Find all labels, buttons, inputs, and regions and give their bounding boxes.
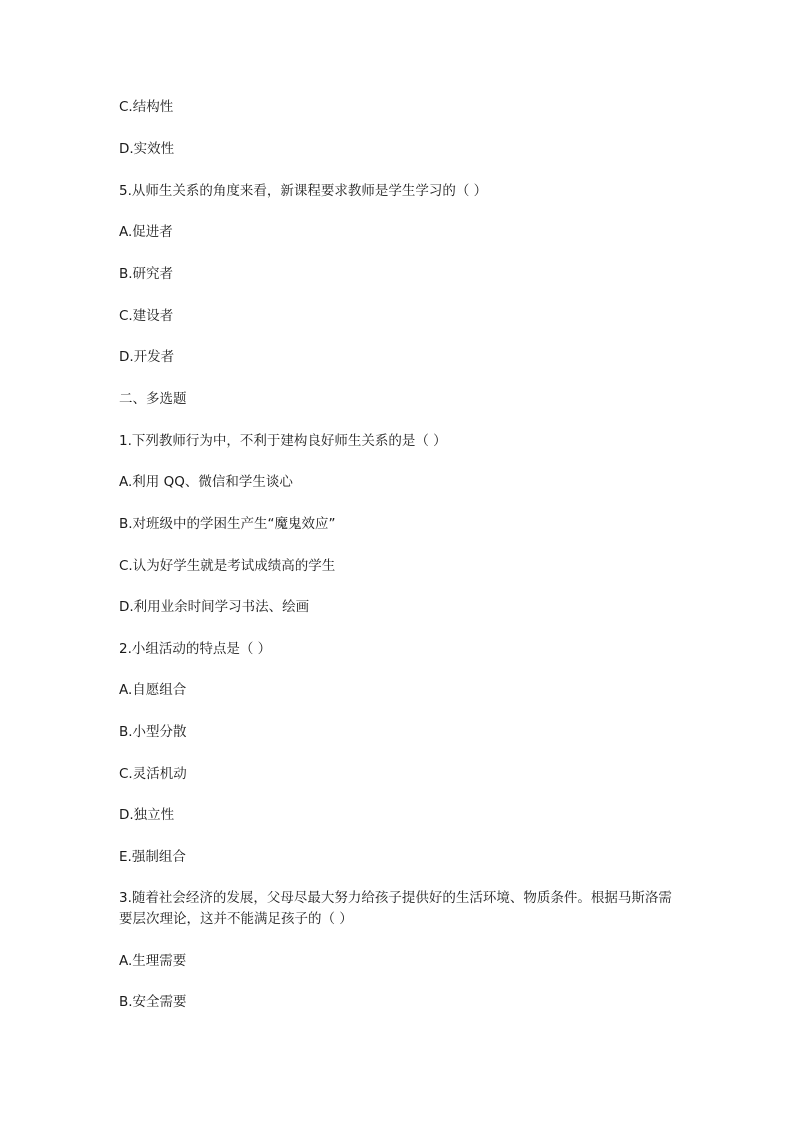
option-d-effectiveness: D.实效性 — [119, 141, 175, 157]
q5-option-a: A.促进者 — [119, 224, 173, 240]
mc-q2-option-b: B.小型分散 — [119, 724, 187, 740]
mc-q3-option-a: A.生理需要 — [119, 953, 187, 969]
mc-q1-option-c: C.认为好学生就是考试成绩高的学生 — [119, 558, 336, 574]
option-c-structural: C.结构性 — [119, 99, 174, 115]
mc-q1-option-a: A.利用 QQ、微信和学生谈心 — [119, 474, 293, 490]
mc-q1-option-d: D.利用业余时间学习书法、绘画 — [119, 599, 310, 615]
q5-option-b: B.研究者 — [119, 266, 174, 282]
mc-q2-option-a: A.自愿组合 — [119, 682, 187, 698]
mc-q2-option-d: D.独立性 — [119, 807, 175, 823]
q5-option-c: C.建设者 — [119, 308, 174, 324]
mc-q1-option-b: B.对班级中的学困生产生“魔鬼效应” — [119, 516, 336, 532]
section-heading-multiple-choice: 二、多选题 — [119, 391, 187, 407]
question-5-text: 5.从师生关系的角度来看，新课程要求教师是学生学习的（ ） — [119, 183, 488, 199]
mc-q3-option-b: B.安全需要 — [119, 994, 187, 1010]
mc-question-3-text: 3.随着社会经济的发展，父母尽最大努力给孩子提供好的生活环境、物质条件。根据马斯洛需要层次理论，这并不能满足孩子的（ ） — [119, 890, 672, 927]
q5-option-d: D.开发者 — [119, 349, 175, 365]
mc-q2-option-c: C.灵活机动 — [119, 766, 187, 782]
mc-question-1-text: 1.下列教师行为中，不利于建构良好师生关系的是（ ） — [119, 433, 447, 449]
mc-question-2-text: 2.小组活动的特点是（ ） — [119, 641, 272, 657]
mc-q2-option-e: E.强制组合 — [119, 849, 186, 865]
